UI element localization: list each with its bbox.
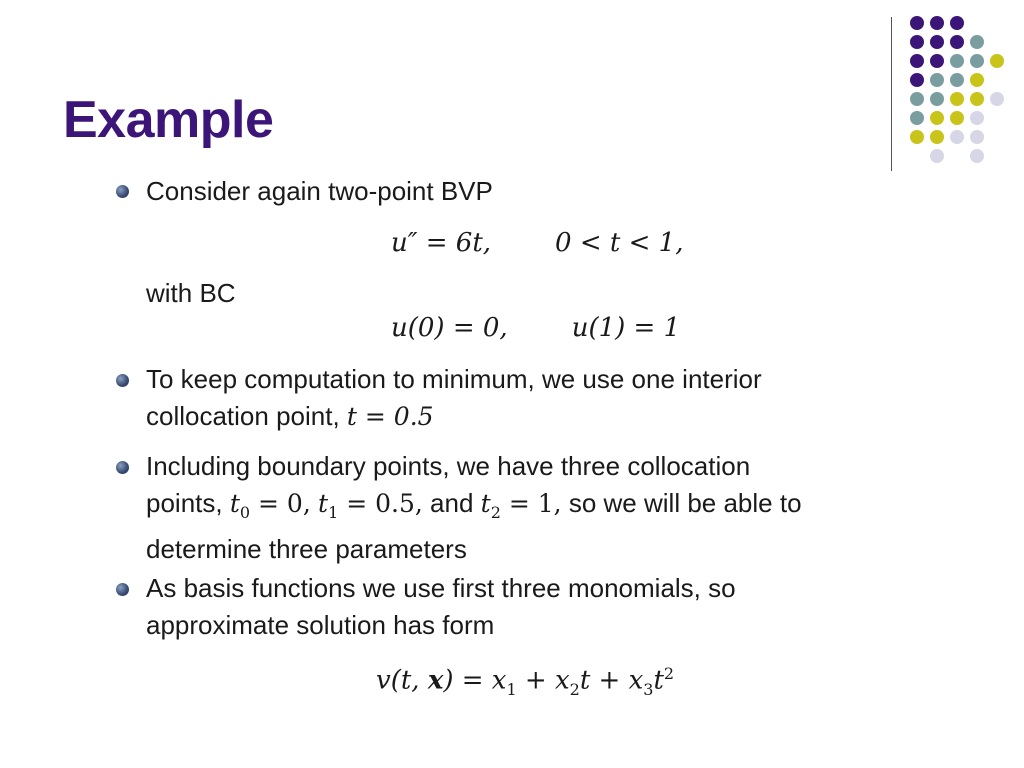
collocation-point-math: t = 0.5 [346,402,434,431]
decor-dot [950,54,964,68]
decor-dot [950,73,964,87]
decor-dot [970,130,984,144]
equation-bc [391,313,680,343]
bullet-3-line-2 [146,485,802,531]
with-bc-label: with BC [146,278,236,308]
decorative-dot-grid [0,0,1024,180]
decor-dot [950,111,964,125]
bullet-2-line-1: To keep computation to minimum, we use one interior [146,364,762,394]
decor-dot [910,92,924,106]
decor-dot [910,111,924,125]
decor-dot [950,130,964,144]
decor-dot [990,54,1004,68]
bullet-3-line-1: Including boundary points, we have three collocation [146,451,751,481]
decor-dot [910,130,924,144]
point-t1: $t_1 = 0.5$, [318,489,423,522]
bullet-4-line-2: approximate solution has form [146,610,495,640]
bullet-2-prefix: collocation point, [146,401,340,431]
bullet-3-suffix: so we will be able to [568,488,802,518]
decor-dot [970,149,984,163]
decor-dot [930,54,944,68]
point-t0: $t_0 = 0$, [229,489,311,522]
bc-left: u(0) = 0, [391,313,508,343]
bullet-3-prefix: points, [146,488,223,518]
decor-dot [950,35,964,49]
decor-dot [950,16,964,30]
decor-dot [970,54,984,68]
bullet-4-line-1: As basis functions we use first three monomials, so [146,573,736,603]
decor-dot [910,16,924,30]
decor-dot [910,54,924,68]
decor-dot [910,73,924,87]
ode-expression: u″ = 6t, [391,228,492,258]
bullet-marker [116,185,129,198]
bullet-4-text [146,570,736,644]
decor-dot [930,92,944,106]
bullet-3-and: and [430,488,474,518]
decor-dot [930,16,944,30]
decor-dot [910,35,924,49]
equation-approx-solution: v(t, $x) = x_1 + x_2t + x_3t^2$ [376,664,675,699]
decor-dot [970,35,984,49]
bullet-marker [116,374,129,387]
ode-domain: 0 < t < 1, [555,228,684,258]
bullet-2-line-2 [146,398,762,435]
bullet-marker [116,461,129,474]
bullet-marker [116,583,129,596]
decor-dot [970,73,984,87]
equation-ode [391,228,683,258]
bullet-3-line-3: determine three parameters [146,534,467,564]
bc-right: u(1) = 1 [571,313,681,343]
decor-dot [970,92,984,106]
decor-dot [930,73,944,87]
decor-dot [930,111,944,125]
bullet-3-text [146,448,802,568]
slide-title: Example [63,91,274,149]
point-t2: $t_2 = 1$, [480,489,562,522]
decor-dot [970,111,984,125]
decor-dot [930,130,944,144]
decor-dot [990,92,1004,106]
decor-dot [930,35,944,49]
decor-dot [930,149,944,163]
bullet-2-text [146,361,762,435]
bullet-1-text: Consider again two-point BVP [146,176,493,206]
decor-dot [950,92,964,106]
